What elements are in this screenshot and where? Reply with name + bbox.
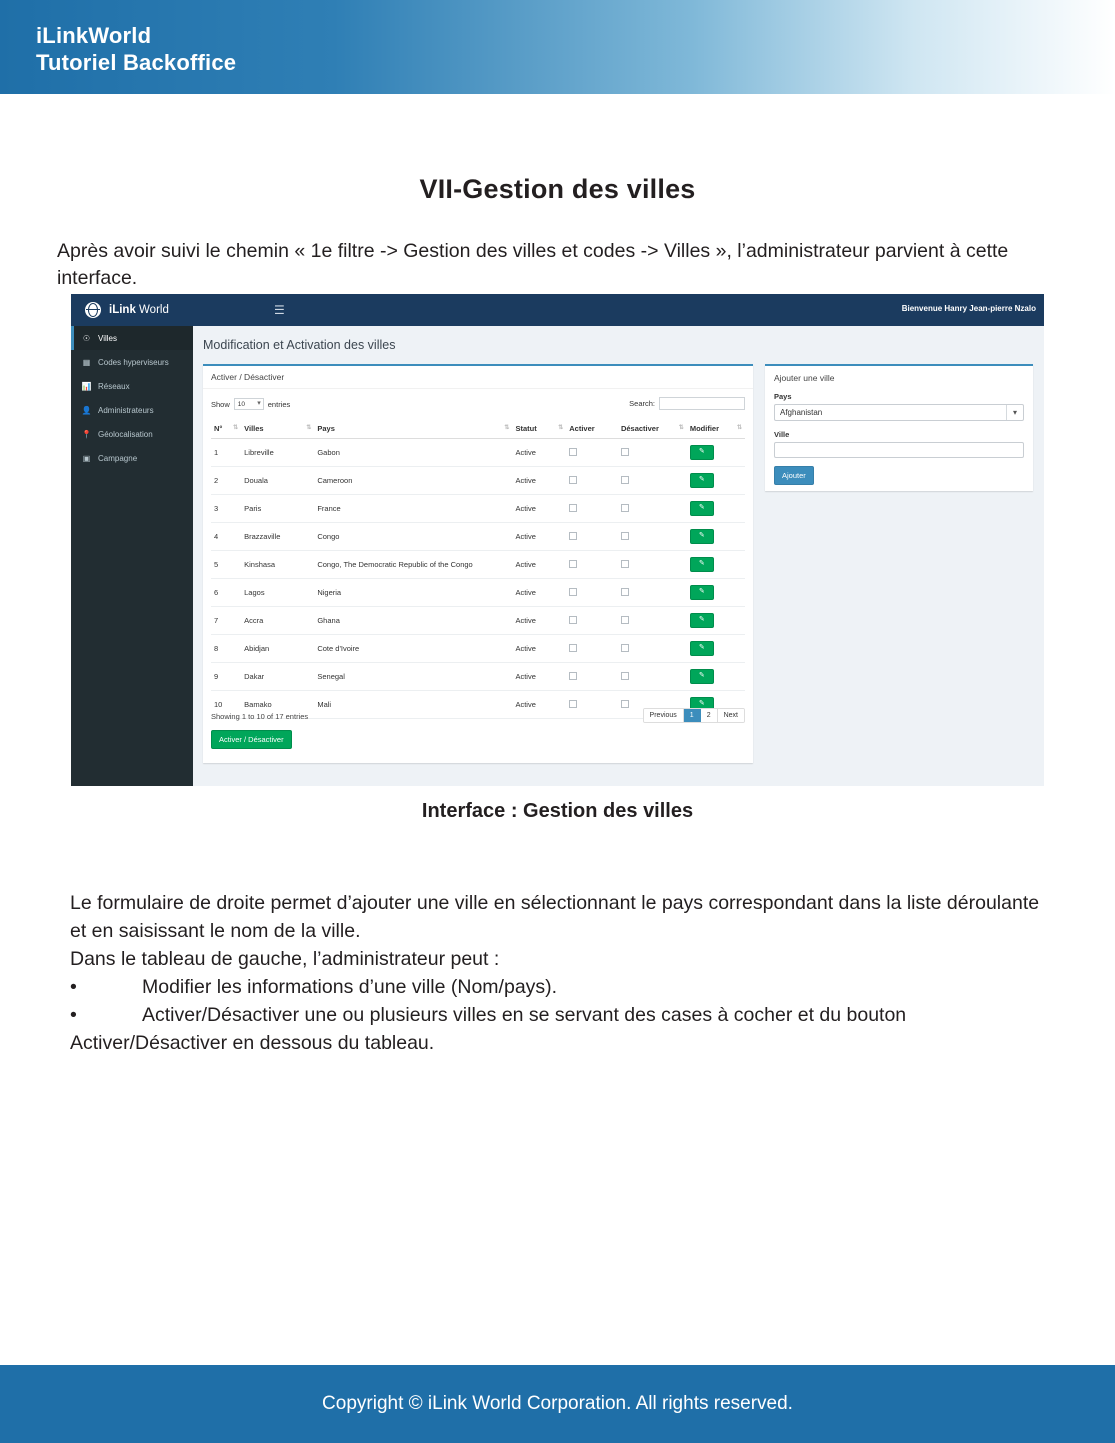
cell-numero: 8 (211, 635, 241, 663)
desactiver-checkbox[interactable] (621, 504, 629, 512)
show-entries-control[interactable] (211, 398, 290, 410)
showing-entries-text: Showing 1 to 10 of 17 entries (211, 712, 309, 721)
app-screenshot (71, 294, 1044, 786)
user-icon: 👤 (81, 405, 92, 415)
welcome-text: Bienvenue Hanry Jean-pierre Nzalo (901, 304, 1036, 313)
outro-paragraph-1: Le formulaire de droite permet d’ajouter une ville en sélectionnant le pays correspondant dans la liste déroulante et en saisissant le nom de la ville. (70, 892, 1040, 942)
app-main (193, 326, 1044, 786)
cell-pays: Cote d'Ivoire (314, 635, 512, 663)
add-ville-title: Ajouter une ville (774, 373, 835, 383)
activer-checkbox[interactable] (569, 448, 577, 456)
page-footer (0, 1365, 1115, 1443)
cell-pays: Gabon (314, 439, 512, 467)
cell-desactiver (618, 523, 687, 551)
app-logo[interactable] (71, 294, 193, 326)
page-header (0, 0, 1115, 94)
sort-icon: ⇅ (678, 425, 683, 431)
app-sidebar (71, 326, 193, 786)
cell-statut: Active (512, 523, 566, 551)
cell-activer (566, 495, 618, 523)
cell-pays: France (314, 495, 512, 523)
desactiver-checkbox[interactable] (621, 672, 629, 680)
cell-ville: Accra (241, 607, 314, 635)
table-row (211, 495, 745, 523)
sidebar-label-geolocalisation: Géolocalisation (98, 429, 153, 439)
cell-statut: Active (512, 607, 566, 635)
col-activer[interactable]: Activer (566, 420, 618, 439)
activer-checkbox[interactable] (569, 700, 577, 708)
cell-statut: Active (512, 635, 566, 663)
show-label: Show (211, 399, 230, 409)
search-control[interactable] (629, 397, 745, 410)
cell-ville: Kinshasa (241, 551, 314, 579)
table-controls (211, 394, 745, 416)
table-row (211, 439, 745, 467)
edit-button[interactable]: ✎ (690, 473, 714, 488)
pagination-previous[interactable]: Previous (644, 709, 684, 722)
menu-toggle-icon[interactable]: ☰ (274, 303, 285, 317)
edit-button[interactable]: ✎ (690, 585, 714, 600)
sidebar-item-administrateurs[interactable] (71, 398, 193, 422)
entries-select[interactable]: 10 ▾ (234, 398, 264, 410)
cell-modifier (687, 439, 745, 467)
cell-pays: Ghana (314, 607, 512, 635)
col-modifier[interactable]: Modifier ⇅ (687, 420, 745, 439)
table-row (211, 635, 745, 663)
cell-modifier (687, 495, 745, 523)
app-brand (109, 304, 169, 316)
cell-ville: Abidjan (241, 635, 314, 663)
sidebar-label-campagne: Campagne (98, 453, 138, 463)
app-topbar (71, 294, 1044, 326)
cell-numero: 5 (211, 551, 241, 579)
outro-bullet-2-continuation: Activer/Désactiver en dessous du tableau. (70, 1032, 435, 1054)
cell-ville: Lagos (241, 579, 314, 607)
intro-paragraph: Après avoir suivi le chemin « 1e filtre -> Gestion des villes et codes -> Villes », l’administrateur parvient à cette interface. (57, 239, 1009, 289)
cell-modifier (687, 663, 745, 691)
card-title-activer-desactiver: Activer / Désactiver (203, 366, 753, 389)
board-icon: ▣ (82, 453, 91, 463)
cell-numero: 9 (211, 663, 241, 691)
activer-checkbox[interactable] (569, 616, 577, 624)
activer-desactiver-button[interactable]: Activer / Désactiver (211, 730, 292, 749)
edit-button[interactable]: ✎ (690, 641, 714, 656)
figure-caption: Interface : Gestion des villes (421, 800, 694, 822)
edit-button[interactable]: ✎ (690, 557, 714, 572)
outro-paragraph-2: Dans le tableau de gauche, l’administrateur peut : (70, 948, 500, 970)
table-header-row (211, 420, 745, 439)
table-row (211, 551, 745, 579)
cell-statut: Active (512, 495, 566, 523)
cell-activer (566, 523, 618, 551)
sidebar-label-administrateurs: Administrateurs (98, 405, 154, 415)
sort-icon: ⇅ (504, 425, 509, 431)
sidebar-label-codes: Codes hyperviseurs (98, 357, 169, 367)
edit-button[interactable]: ✎ (690, 697, 714, 712)
cell-activer (566, 551, 618, 579)
brand-line-2: Tutoriel Backoffice (36, 50, 237, 75)
ville-input[interactable] (774, 442, 1024, 458)
edit-button[interactable]: ✎ (690, 529, 714, 544)
bullet-marker: • (70, 976, 77, 998)
col-desactiver[interactable]: Désactiver ⇅ (618, 420, 687, 439)
cell-pays: Nigeria (314, 579, 512, 607)
pays-select[interactable] (774, 404, 1024, 421)
cell-statut: Active (512, 579, 566, 607)
table-footer (211, 712, 745, 721)
cell-numero: 6 (211, 579, 241, 607)
cell-numero: 10 (211, 691, 241, 719)
sidebar-item-reseaux[interactable] (71, 374, 193, 398)
pagination-page-1[interactable]: 1 (684, 709, 701, 722)
cell-modifier (687, 551, 745, 579)
cell-modifier (687, 523, 745, 551)
cell-numero: 1 (211, 439, 241, 467)
table-row (211, 663, 745, 691)
desactiver-checkbox[interactable] (621, 532, 629, 540)
search-label: Search: (629, 399, 655, 408)
cell-numero: 7 (211, 607, 241, 635)
cell-activer (566, 439, 618, 467)
cell-activer (566, 467, 618, 495)
app-page-title: Modification et Activation des villes (203, 338, 396, 352)
cell-ville: Douala (241, 467, 314, 495)
pays-selected-value: Afghanistan (780, 408, 823, 417)
cell-modifier (687, 467, 745, 495)
desactiver-checkbox[interactable] (621, 700, 629, 708)
pays-label: Pays (774, 392, 792, 401)
sort-icon: ⇅ (233, 425, 238, 431)
add-ville-card (765, 364, 1033, 491)
cell-desactiver (618, 607, 687, 635)
cell-pays: Mali (314, 691, 512, 719)
sort-icon: ⇅ (558, 425, 563, 431)
desactiver-checkbox[interactable] (621, 644, 629, 652)
col-villes[interactable]: Villes ⇅ (241, 420, 314, 439)
bars-icon: 📊 (81, 381, 92, 391)
cell-pays: Senegal (314, 663, 512, 691)
outro-bullet-1: • Modifier les informations d’une ville (Nom/pays). (70, 973, 1060, 1001)
cell-activer (566, 663, 618, 691)
sort-icon: ⇅ (306, 425, 311, 431)
desactiver-checkbox[interactable] (621, 448, 629, 456)
brand-title (36, 22, 236, 76)
ajouter-button[interactable]: Ajouter (774, 466, 814, 485)
cell-pays: Congo (314, 523, 512, 551)
pagination-page-2[interactable]: 2 (701, 709, 718, 722)
cell-statut: Active (512, 663, 566, 691)
cell-numero: 2 (211, 467, 241, 495)
cell-statut: Active (512, 467, 566, 495)
grid-icon: ▦ (82, 357, 91, 367)
page-title: VII-Gestion des villes (419, 174, 696, 204)
sidebar-label-reseaux: Réseaux (98, 381, 130, 391)
cell-desactiver (618, 551, 687, 579)
activer-checkbox[interactable] (569, 588, 577, 596)
edit-button[interactable]: ✎ (690, 613, 714, 628)
cell-statut: Active (512, 691, 566, 719)
app-brand-light: World (135, 304, 169, 316)
copyright-text: Copyright © iLink World Corporation. All rights reserved. (322, 1393, 793, 1414)
sidebar-label-villes: Villes (98, 333, 117, 343)
bullet-marker: • (70, 1004, 77, 1026)
pagination[interactable] (643, 708, 745, 723)
sidebar-item-villes[interactable] (71, 326, 193, 350)
activer-checkbox[interactable] (569, 532, 577, 540)
cell-desactiver (618, 635, 687, 663)
cell-ville: Brazzaville (241, 523, 314, 551)
activer-checkbox[interactable] (569, 672, 577, 680)
sidebar-item-codes-hyperviseurs[interactable] (71, 350, 193, 374)
cell-ville: Dakar (241, 663, 314, 691)
cell-modifier (687, 579, 745, 607)
col-statut[interactable]: Statut ⇅ (512, 420, 566, 439)
cell-ville: Bamako (241, 691, 314, 719)
cell-numero: 4 (211, 523, 241, 551)
edit-button[interactable]: ✎ (690, 501, 714, 516)
table-row (211, 607, 745, 635)
search-input[interactable] (659, 397, 745, 410)
cell-activer (566, 607, 618, 635)
villes-table-card (203, 364, 753, 763)
table-row (211, 523, 745, 551)
table-row (211, 467, 745, 495)
edit-button[interactable]: ✎ (690, 669, 714, 684)
cell-desactiver (618, 467, 687, 495)
cell-activer (566, 635, 618, 663)
globe-icon (85, 302, 101, 318)
activer-checkbox[interactable] (569, 644, 577, 652)
activer-checkbox[interactable] (569, 560, 577, 568)
outro-bullet-2: • Activer/Désactiver une ou plusieurs villes en se servant des cases à cocher et du bouton (70, 1001, 1060, 1029)
cell-ville: Paris (241, 495, 314, 523)
cell-desactiver (618, 439, 687, 467)
table-body (211, 439, 745, 719)
entries-label: entries (267, 399, 291, 409)
sidebar-item-geolocalisation[interactable] (71, 422, 193, 446)
ville-label: Ville (774, 430, 790, 439)
sort-icon: ⇅ (736, 425, 741, 431)
brand-line-1: iLinkWorld (36, 23, 152, 48)
desactiver-checkbox[interactable] (621, 476, 629, 484)
pin-icon: 📍 (81, 429, 92, 439)
cell-modifier (687, 607, 745, 635)
cell-modifier (687, 635, 745, 663)
cell-pays: Congo, The Democratic Republic of the Congo (314, 551, 512, 579)
activer-checkbox[interactable] (569, 476, 577, 484)
app-brand-bold: iLink (109, 304, 136, 316)
cell-activer (566, 579, 618, 607)
edit-button[interactable]: ✎ (690, 445, 714, 460)
desactiver-checkbox[interactable] (621, 616, 629, 624)
cell-desactiver (618, 663, 687, 691)
activer-checkbox[interactable] (569, 504, 577, 512)
desactiver-checkbox[interactable] (621, 560, 629, 568)
chevron-down-icon: ▾ (1006, 405, 1023, 420)
col-numero[interactable]: N° ⇅ (211, 420, 241, 439)
cell-statut: Active (512, 551, 566, 579)
pagination-next[interactable]: Next (718, 709, 744, 722)
villes-table (211, 420, 745, 719)
table-row (211, 579, 745, 607)
cell-pays: Cameroon (314, 467, 512, 495)
cell-ville: Libreville (241, 439, 314, 467)
sidebar-item-campagne[interactable] (71, 446, 193, 470)
globe-icon: ☉ (82, 333, 91, 343)
col-pays[interactable]: Pays ⇅ (314, 420, 512, 439)
outro-text (70, 889, 1060, 1057)
cell-numero: 3 (211, 495, 241, 523)
cell-statut: Active (512, 439, 566, 467)
cell-desactiver (618, 495, 687, 523)
cell-desactiver (618, 579, 687, 607)
desactiver-checkbox[interactable] (621, 588, 629, 596)
